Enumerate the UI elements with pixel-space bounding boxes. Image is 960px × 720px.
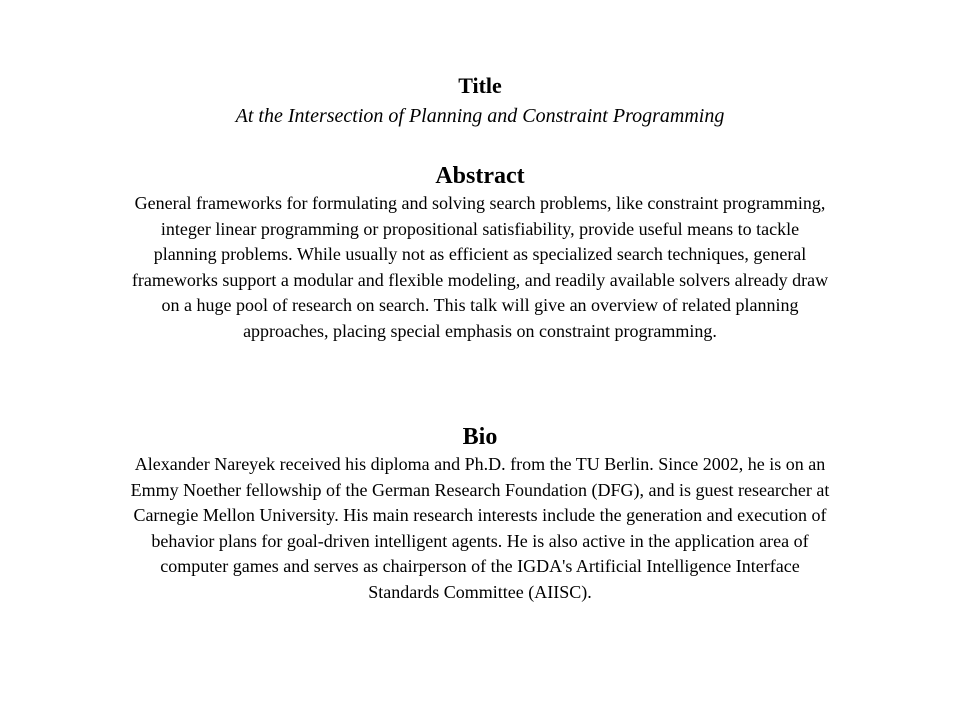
abstract-text: General frameworks for formulating and solving search problems, like constraint programming, integer linear programming or propositional satisfiability, provide useful means to tackle planning problems. While usually not as efficient as specialized search techniques, general frameworks support a modular and flexible modeling, and readily available solvers already draw on a huge pool of research on search. This talk will give an overview of related planning approaches, placing special emphasis on constraint programming. (131, 193, 829, 341)
bio-section (130, 424, 830, 605)
abstract-section (130, 163, 830, 344)
title-heading: Title (458, 73, 502, 98)
abstract-heading: Abstract (435, 163, 525, 189)
talk-title: At the Intersection of Planning and Constraint Programming (235, 105, 725, 128)
bio-heading: Bio (462, 424, 498, 450)
title-section (130, 74, 830, 128)
bio-text: Alexander Nareyek received his diploma and Ph.D. from the TU Berlin. Since 2002, he is on an Emmy Noether fellowship of the German Research Foundation (DFG), and is guest researcher at Carnegie Mellon University. His main research interests include the generation and execution of behavior plans for goal-driven intelligent agents. He is also active in the application area of computer games and serves as chairperson of the IGDA's Artificial Intelligence Interface Standards Committee (AIISC). (130, 454, 830, 602)
